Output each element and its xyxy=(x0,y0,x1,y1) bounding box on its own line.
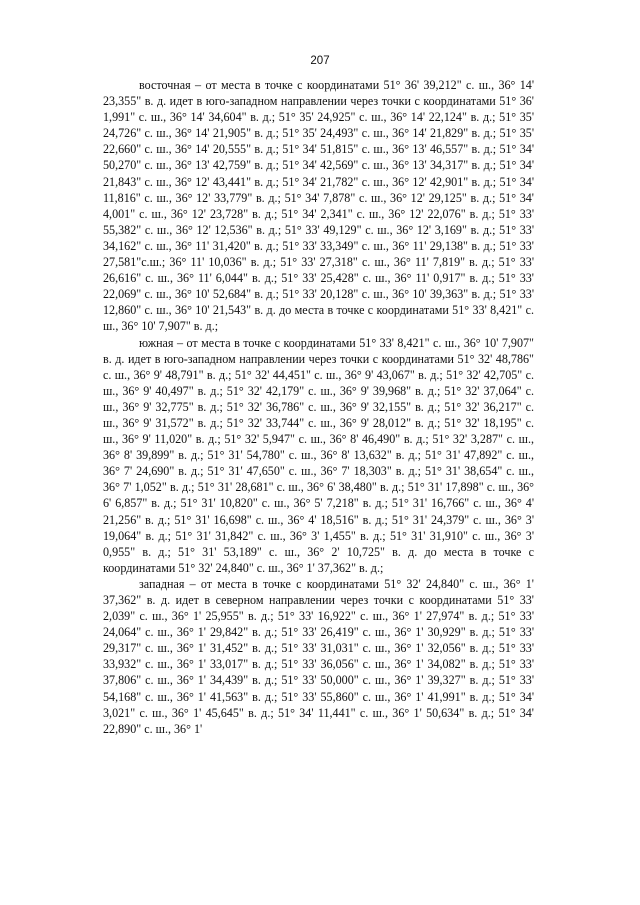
document-body xyxy=(103,77,534,737)
paragraph-south-boundary: южная – от места в точке с координатами 51° 33' 8,421" с. ш., 36° 10' 7,907" в. д. идет в юго-западном направлении через точки с координатами 51° 32' 48,786" с. ш., 36° 9' 48,791" в. д.; 51° 32' 44,451" с. ш., 36° 9' 43,067" в. д.; 51° 32' 42,705" с. ш., 36° 9' 40,497" в. д.; 51° 32' 42,179" с. ш., 36° 9' 39,968" в. д.; 51° 32' 37,064" с. ш., 36° 9' 32,775" в. д.; 51° 32' 36,786" с. ш., 36° 9' 32,155" в. д.; 51° 32' 36,217" с. ш., 36° 9' 31,572" в. д.; 51° 32' 33,744" с. ш., 36° 9' 28,012" в. д.; 51° 32' 18,195" с. ш., 36° 9' 11,020" в. д.; 51° 32' 5,947" с. ш., 36° 8' 46,490" в. д.; 51° 32' 3,287" с. ш., 36° 8' 39,899" в. д.; 51° 31' 54,780" с. ш., 36° 8' 13,632" в. д.; 51° 31' 47,892" с. ш., 36° 7' 24,690" в. д.; 51° 31' 47,650" с. ш., 36° 7' 18,303" в. д.; 51° 31' 38,654" с. ш., 36° 7' 1,052" в. д.; 51° 31' 28,681" с. ш., 36° 6' 38,480" в. д.; 51° 31' 17,898" с. ш., 36° 6' 6,857" в. д.; 51° 31' 10,820" с. ш., 36° 5' 7,218" в. д.; 51° 31' 16,766" с. ш., 36° 4' 21,256" в. д.; 51° 31' 16,698" с. ш., 36° 4' 18,516" в. д.; 51° 31' 24,379" с. ш., 36° 3' 19,064" в. д.; 51° 31' 31,842" с. ш., 36° 3' 1,455" в. д.; 51° 31' 31,910" с. ш., 36° 3' 0,955" в. д.; 51° 31' 53,189" с. ш., 36° 2' 10,725" в. д. до места в точке с координатами 51° 32' 24,840" с. ш., 36° 1' 37,362" в. д.; xyxy=(103,335,534,575)
page-number: 207 xyxy=(310,55,330,67)
paragraph-west-boundary: западная – от места в точке с координатами 51° 32' 24,840" с. ш., 36° 1' 37,362" в. д. идет в северном направлении через точки с координатами 51° 33' 2,039" с. ш., 36° 1' 25,955" в. д.; 51° 33' 16,922" с. ш., 36° 1' 27,974" в. д.; 51° 33' 24,064" с. ш., 36° 1' 29,842" в. д.; 51° 33' 26,419" с. ш., 36° 1' 30,929" в. д.; 51° 33' 29,317" с. ш., 36° 1' 31,452" в. д.; 51° 33' 31,031" с. ш., 36° 1' 32,056" в. д.; 51° 33' 33,932" с. ш., 36° 1' 33,017" в. д.; 51° 33' 36,056" с. ш., 36° 1' 34,082" в. д.; 51° 33' 37,806" с. ш., 36° 1' 34,439" в. д.; 51° 33' 50,000" с. ш., 36° 1' 39,327" в. д.; 51° 33' 54,168" с. ш., 36° 1' 41,563" в. д.; 51° 33' 55,860" с. ш., 36° 1' 41,991" в. д.; 51° 34' 3,021" с. ш., 36° 1' 45,645" в. д.; 51° 34' 11,441" с. ш., 36° 1' 50,634" в. д.; 51° 34' 22,890" с. ш., 36° 1' xyxy=(103,576,534,736)
paragraph-east-boundary: восточная – от места в точке с координатами 51° 36' 39,212" с. ш., 36° 14' 23,355" в. д. идет в юго-западном направлении через точки с координатами 51° 36' 1,991" с. ш., 36° 14' 34,604" в. д.; 51° 35' 24,925" с. ш., 36° 14' 22,124" в. д.; 51° 35' 24,726" с. ш., 36° 14' 21,905" в. д.; 51° 35' 24,493" с. ш., 36° 14' 21,829" в. д.; 51° 35' 22,660" с. ш., 36° 14' 20,555" в. д.; 51° 34' 51,815" с. ш., 36° 13' 46,557" в. д.; 51° 34' 50,270" с. ш., 36° 13' 42,759" в. д.; 51° 34' 42,569" с. ш., 36° 13' 34,317" в. д.; 51° 34' 21,843" с. ш., 36° 12' 43,441" в. д.; 51° 34' 21,782" с. ш., 36° 12' 42,901" в. д.; 51° 34' 11,816" с. ш., 36° 12' 33,779" в. д.; 51° 34' 7,878" с. ш., 36° 12' 29,125" в. д.; 51° 34' 4,001" с. ш., 36° 12' 23,728" в. д.; 51° 34' 2,341" с. ш., 36° 12' 22,076" в. д.; 51° 33' 55,382" с. ш., 36° 12' 12,536" в. д.; 51° 33' 49,129" с. ш., 36° 12' 3,169" в. д.; 51° 33' 34,162" с. ш., 36° 11' 31,420" в. д.; 51° 33' 33,349" с. ш., 36° 11' 29,138" в. д.; 51° 33' 27,581"с.ш.; 36° 11' 10,036" в. д.; 51° 33' 27,318" с. ш., 36° 11' 7,819" в. д.; 51° 33' 26,616" с. ш., 36° 11' 6,044" в. д.; 51° 33' 25,428" с. ш., 36° 11' 0,917" в. д.; 51° 33' 22,069" с. ш., 36° 10' 52,684" в. д.; 51° 33' 20,128" с. ш., 36° 10' 39,363" в. д.; 51° 33' 12,860" с. ш., 36° 10' 21,543" в. д. до места в точке с координатами 51° 33' 8,421" с. ш., 36° 10' 7,907" в. д.; xyxy=(103,78,534,334)
